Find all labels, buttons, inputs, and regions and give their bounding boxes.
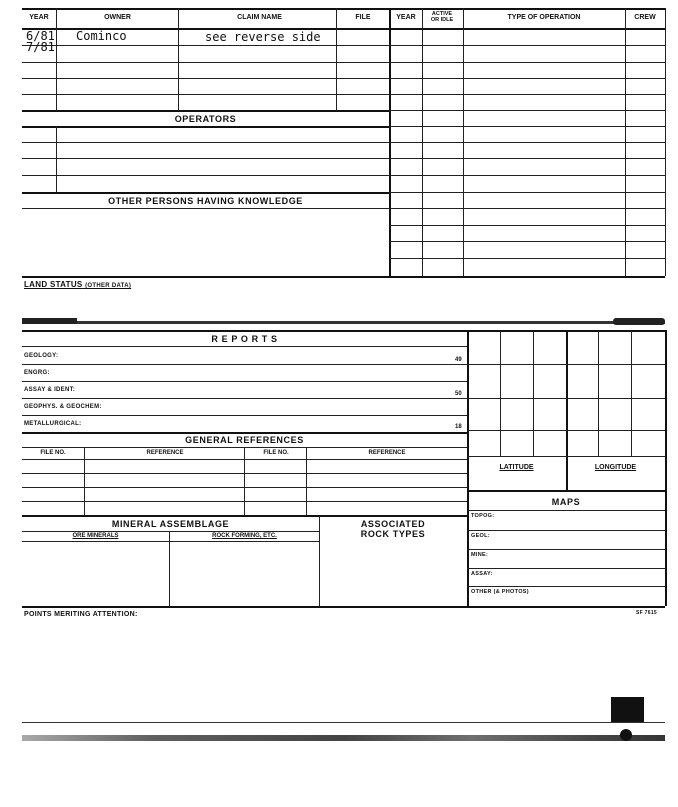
land-status-title: LAND STATUS [24,280,83,289]
longitude-label: LONGITUDE [594,464,637,471]
header-year: YEAR [29,14,49,21]
maps-geol: GEOL: [471,533,490,539]
land-status-label [24,280,131,289]
maps-title: MAPS [551,497,581,507]
header-file: FILE [355,14,371,21]
header-crew: CREW [634,14,656,21]
entry-year-2: 7/81 [26,40,55,54]
report-number-3: 18 [455,424,462,430]
header-active-label: ACTIVE [431,11,453,17]
maps-other: OTHER (& PHOTOS) [471,589,529,595]
report-number-2: 50 [455,391,462,397]
form-code: SF 7615 [636,610,658,616]
points-meriting-attention: POINTS MERITING ATTENTION: [24,611,138,618]
land-status-sub: (OTHER DATA) [85,283,132,289]
entry-owner-1: Cominco [76,29,127,43]
scan-artifact-right [613,318,665,325]
rock-forming-header: ROCK FORMING, ETC. [212,533,277,539]
report-geophys: GEOPHYS. & GEOCHEM: [24,404,102,410]
latitude-label: LATITUDE [499,464,534,471]
maps-assay: ASSAY: [471,571,493,577]
report-number-1: 49 [455,357,462,363]
header-active-idle [423,11,461,23]
reports-title: R E P O R T S [211,334,278,344]
header-type-of-operation: TYPE OF OPERATION [507,14,581,21]
scan-artifact-square [611,697,644,723]
ref-file-no-1: FILE NO. [40,450,66,456]
header-owner: OWNER [104,14,131,21]
entry-claim-1: see reverse side [205,30,321,44]
report-assay: ASSAY & IDENT: [24,387,76,393]
scan-artifact-strip [22,735,665,741]
other-persons-title: OTHER PERSONS HAVING KNOWLEDGE [108,196,303,206]
maps-mine: MINE: [471,552,489,558]
header-year-2: YEAR [396,14,416,21]
maps-topog: TOPOG: [471,513,495,519]
header-idle-label: OR IDLE [430,17,454,23]
operators-title: OPERATORS [174,114,237,124]
ref-reference-2: REFERENCE [368,450,406,456]
rock-types-label: ROCK TYPES [360,529,426,539]
scan-artifact-dot [620,729,632,741]
associated-rock-types [320,519,466,539]
ref-reference-1: REFERENCE [146,450,184,456]
report-engrg: ENGRG: [24,370,50,376]
mineral-assemblage-title: MINERAL ASSEMBLAGE [111,519,230,529]
scan-artifact-left [22,318,77,324]
general-references-title: GENERAL REFERENCES [185,435,304,445]
ore-minerals-header: ORE MINERALS [72,533,119,539]
report-metallurgical: METALLURGICAL: [24,421,82,427]
ref-file-no-2: FILE NO. [263,450,289,456]
entry-year-1: 6/81 [26,29,55,43]
scan-artifact-bar [22,321,665,324]
report-geology: GEOLOGY: [24,353,59,359]
header-claim-name: CLAIM NAME [237,14,282,21]
associated-label: ASSOCIATED [360,519,426,529]
scan-artifact-strip-2 [22,722,665,723]
